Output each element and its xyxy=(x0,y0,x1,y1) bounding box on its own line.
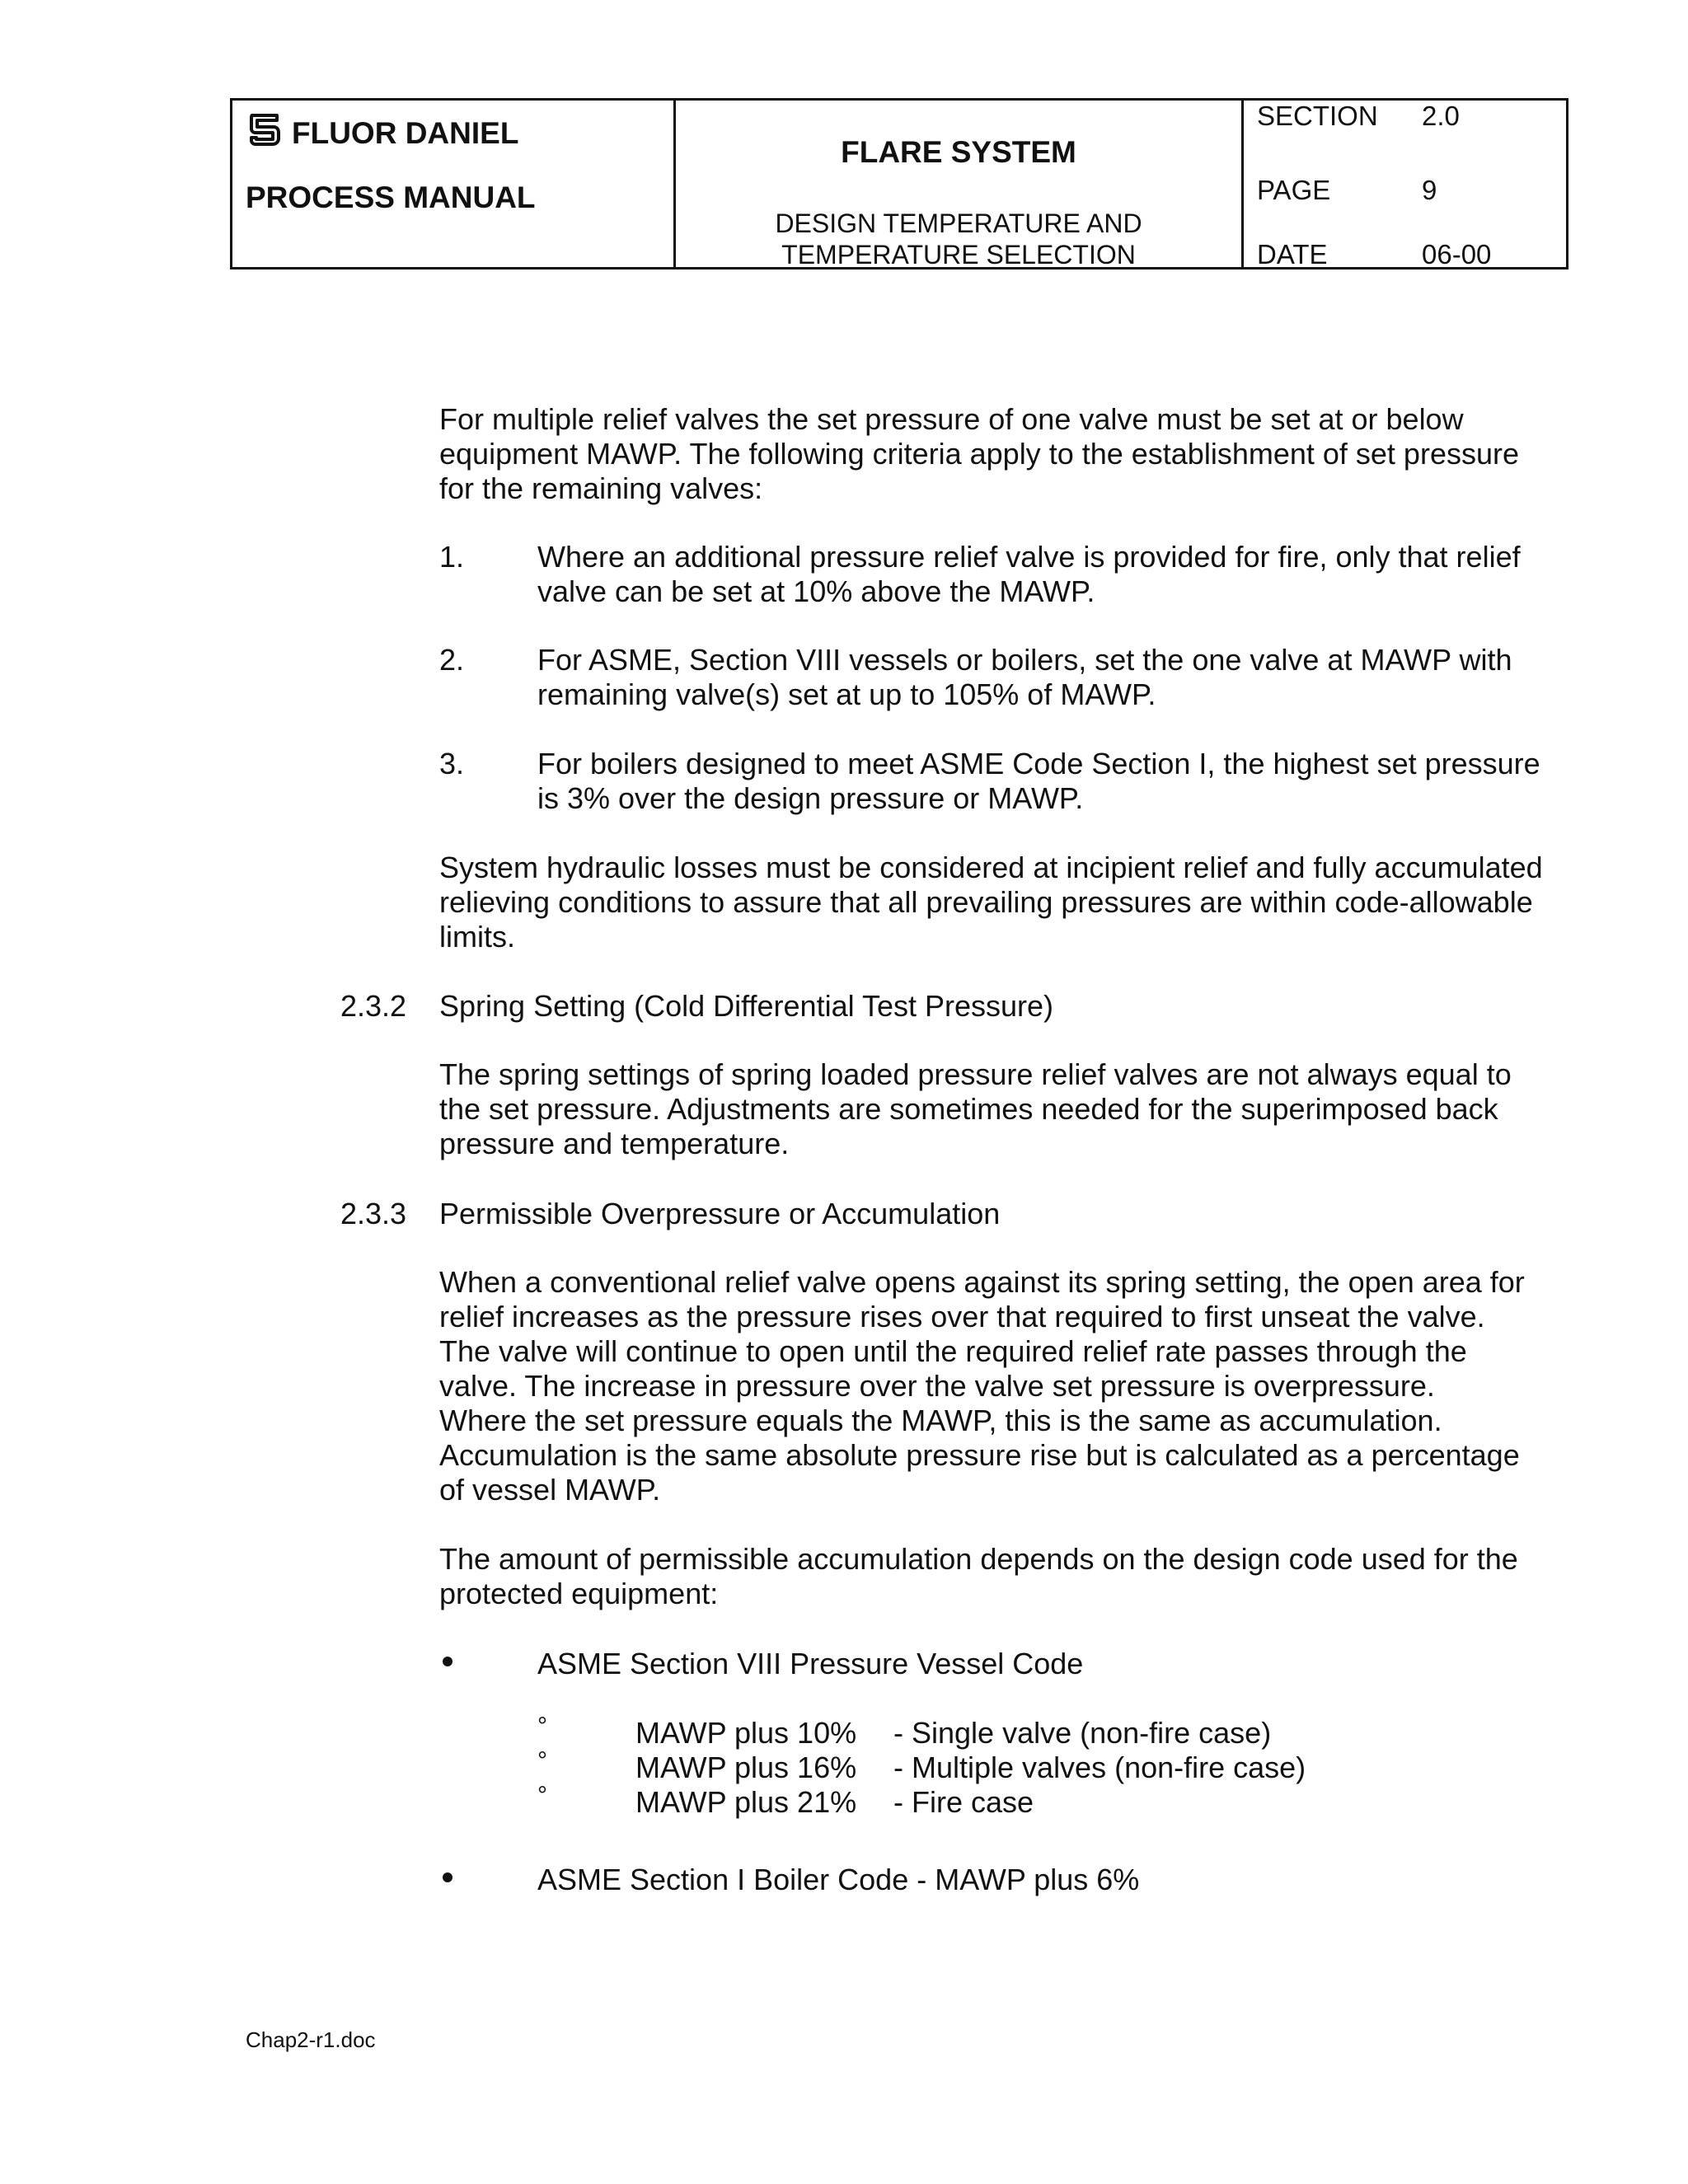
accumulation-paragraph xyxy=(439,1542,1518,1611)
paragraph-line: Where the set pressure equals the MAWP, this is the same as accumulation. xyxy=(439,1404,1442,1437)
bullet-icon xyxy=(443,1872,452,1882)
item-number: 1. xyxy=(439,540,465,574)
paragraph-line: System hydraulic losses must be considered at incipient relief and fully accumulated xyxy=(439,851,1543,884)
page-value: 9 xyxy=(1422,175,1437,205)
sub-item-value: MAWP plus 21% xyxy=(635,1785,857,1819)
item-line: valve can be set at 10% above the MAWP. xyxy=(537,574,1095,608)
paragraph-line: valve. The increase in pressure over the valve set pressure is overpressure. xyxy=(439,1369,1435,1403)
paragraph-line: Accumulation is the same absolute pressure rise but is calculated as a percentage xyxy=(439,1438,1520,1472)
overpressure-paragraph xyxy=(439,1265,1525,1507)
item-number: 2. xyxy=(439,643,465,677)
paragraph-line: The amount of permissible accumulation depends on the design code used for the xyxy=(439,1542,1518,1576)
paragraph-line: pressure and temperature. xyxy=(439,1127,790,1160)
sub-item-value: MAWP plus 16% xyxy=(635,1750,857,1784)
paragraph-line: For multiple relief valves the set pressure of one valve must be set at or below xyxy=(439,402,1464,436)
fluor-daniel-logo-icon xyxy=(246,110,284,148)
section-title: Permissible Overpressure or Accumulation xyxy=(439,1197,1001,1230)
section-value: 2.0 xyxy=(1422,101,1460,131)
date-value: 06-00 xyxy=(1422,239,1492,269)
section-number: 2.3.2 xyxy=(340,989,407,1023)
footer-document-name: Chap2-r1.doc xyxy=(246,2027,376,2052)
paragraph-line: limits. xyxy=(439,920,515,954)
sub-item-description: - Fire case xyxy=(893,1785,1034,1819)
item-text xyxy=(537,643,1512,712)
page-subtitle xyxy=(676,208,1241,270)
sub-item-value: MAWP plus 10% xyxy=(635,1716,857,1750)
company-name: FLUOR DANIEL xyxy=(292,116,519,150)
bullet-text: ASME Section I Boiler Code - MAWP plus 6% xyxy=(537,1863,1140,1896)
item-text xyxy=(537,747,1540,816)
paragraph-line: relieving conditions to assure that all prevailing pressures are within code-allowable xyxy=(439,885,1533,919)
item-line: For ASME, Section VIII vessels or boilers, set the one valve at MAWP with xyxy=(537,643,1512,677)
sub-item-description: - Single valve (non-fire case) xyxy=(893,1716,1272,1750)
manual-name: PROCESS MANUAL xyxy=(246,180,536,214)
subtitle-line: TEMPERATURE SELECTION xyxy=(781,240,1136,269)
date-label: DATE xyxy=(1257,239,1328,269)
paragraph-line: The spring settings of spring loaded pressure relief valves are not always equal to xyxy=(439,1057,1512,1091)
section-title: Spring Setting (Cold Differential Test Pressure) xyxy=(439,989,1054,1023)
system-title: FLARE SYSTEM xyxy=(841,135,1076,169)
paragraph-line: protected equipment: xyxy=(439,1577,719,1610)
paragraph-line: the set pressure. Adjustments are sometimes needed for the superimposed back xyxy=(439,1092,1498,1126)
spring-setting-paragraph xyxy=(439,1057,1512,1161)
paragraph-line: equipment MAWP. The following criteria apply to the establishment of set pressure xyxy=(439,437,1519,471)
page-field xyxy=(1257,175,1437,206)
company-line xyxy=(246,110,518,151)
item-line: For boilers designed to meet ASME Code Section I, the highest set pressure xyxy=(537,747,1540,780)
subtitle-line: DESIGN TEMPERATURE AND xyxy=(775,209,1142,238)
header-title-cell xyxy=(676,101,1244,267)
paragraph-line: The valve will continue to open until the required relief rate passes through the xyxy=(439,1334,1467,1368)
degree-bullet-icon: ° xyxy=(537,1782,547,1809)
item-line: remaining valve(s) set at up to 105% of MAWP. xyxy=(537,677,1156,711)
item-line: is 3% over the design pressure or MAWP. xyxy=(537,781,1084,815)
section-number: 2.3.3 xyxy=(340,1197,407,1230)
item-number: 3. xyxy=(439,747,465,780)
bullet-icon xyxy=(443,1657,452,1666)
section-field xyxy=(1257,101,1460,132)
paragraph-line: relief increases as the pressure rises over that required to first unseat the valve. xyxy=(439,1300,1485,1333)
header-company-cell xyxy=(232,101,676,267)
bullet-text: ASME Section VIII Pressure Vessel Code xyxy=(537,1647,1084,1680)
item-line: Where an additional pressure relief valve is provided for fire, only that relief xyxy=(537,540,1521,574)
degree-bullet-icon: ° xyxy=(537,1747,547,1774)
section-label: SECTION xyxy=(1257,101,1378,131)
header-meta-cell xyxy=(1244,101,1566,267)
hydraulic-paragraph xyxy=(439,851,1543,954)
sub-item-description: - Multiple valves (non-fire case) xyxy=(893,1750,1306,1784)
intro-paragraph xyxy=(439,402,1519,506)
paragraph-line: When a conventional relief valve opens against its spring setting, the open area for xyxy=(439,1265,1525,1299)
paragraph-line: for the remaining valves: xyxy=(439,471,763,505)
date-field xyxy=(1257,239,1491,270)
degree-bullet-icon: ° xyxy=(537,1713,547,1740)
page-label: PAGE xyxy=(1257,175,1331,205)
paragraph-line: of vessel MAWP. xyxy=(439,1473,661,1507)
item-text xyxy=(537,540,1521,609)
document-header xyxy=(230,98,1568,269)
